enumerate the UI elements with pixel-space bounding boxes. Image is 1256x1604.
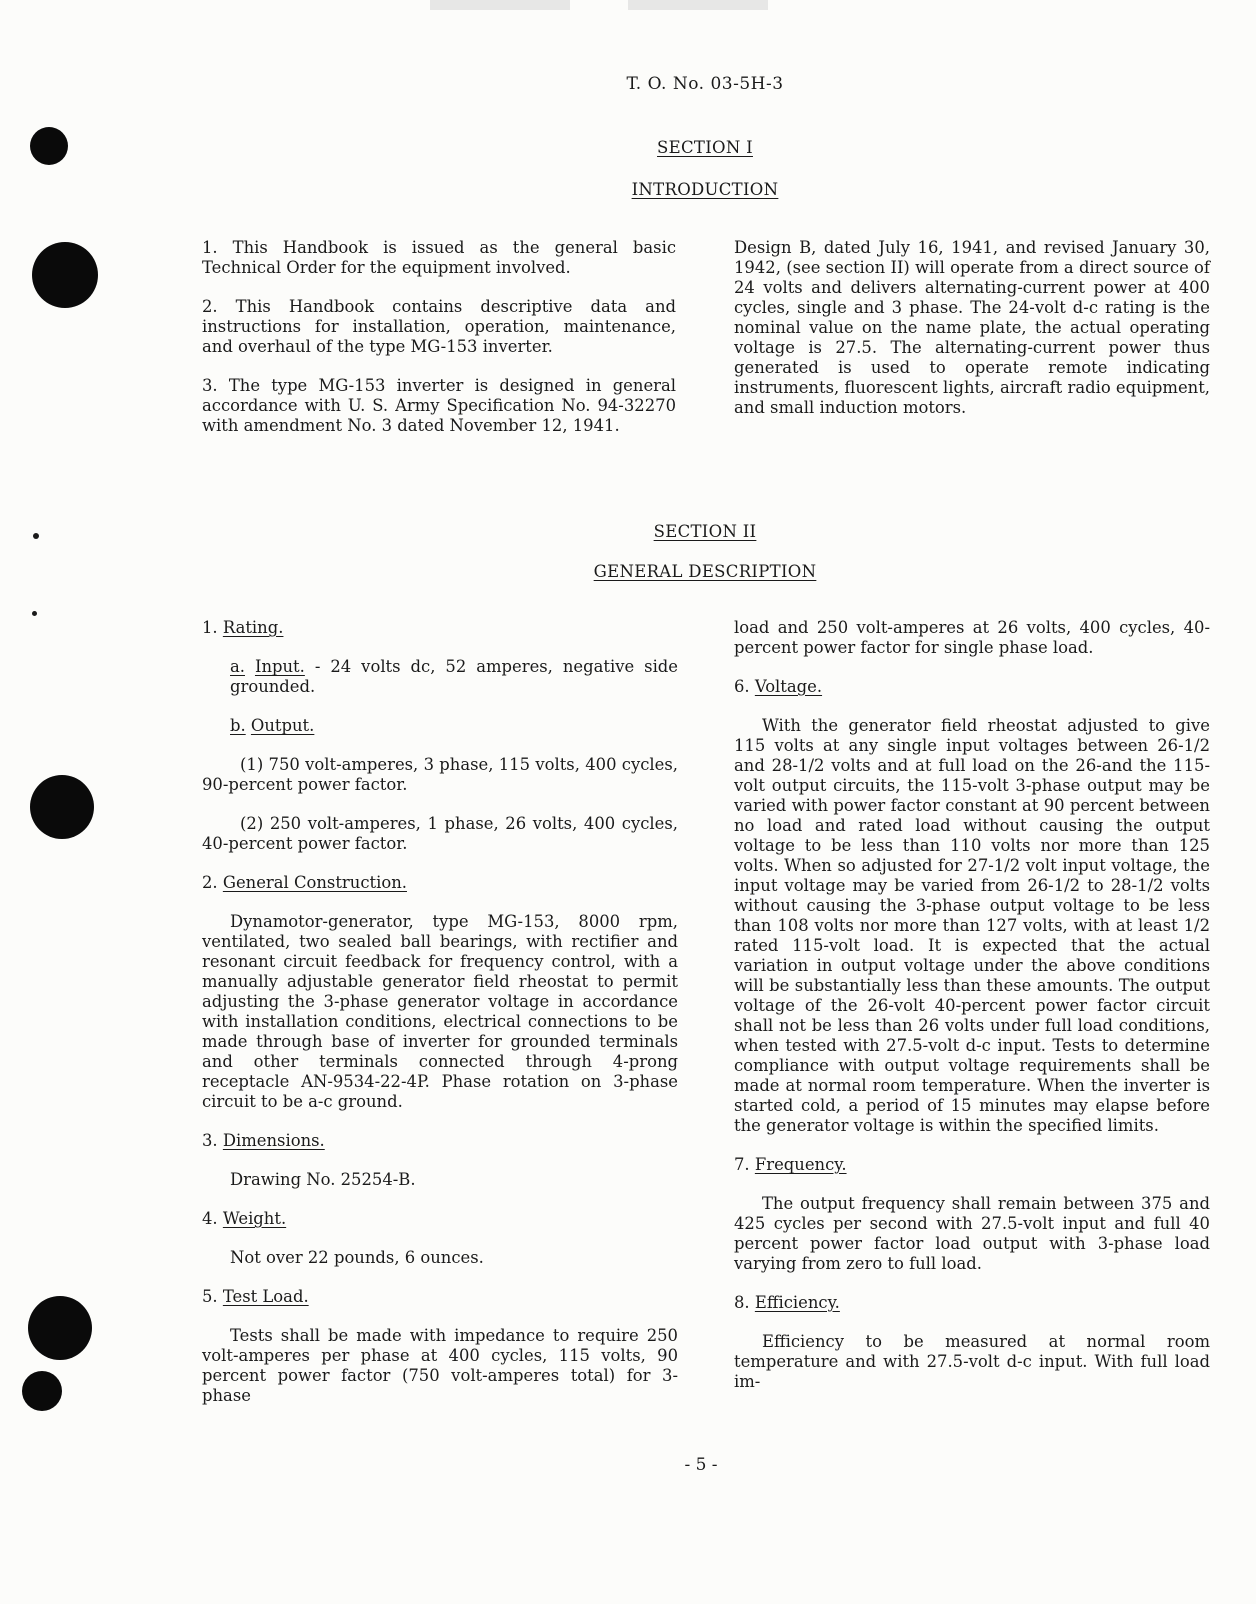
weight-text: Not over 22 pounds, 6 ounces.: [230, 1248, 484, 1267]
document-header: T. O. No. 03-5H-3: [626, 74, 784, 94]
test-load-text: Tests shall be made with impedance to require 250 volt-amperes per phase at 400 cycles, 115 volts, 90 percent power factor (750 volt-amperes total) for 3-phase: [202, 1326, 678, 1405]
test-load-continued: load and 250 volt-amperes at 26 volts, 400 cycles, 40-percent power factor for single phase load.: [734, 618, 1210, 657]
scan-artifact: [628, 0, 768, 10]
voltage-heading: 6. Voltage.: [734, 677, 823, 696]
paragraph: 2. This Handbook contains descriptive data and instructions for installation, operation, maintenance, and overhaul of the type MG-153 inverter.: [202, 297, 676, 356]
rating-input: a. Input. - 24 volts dc, 52 amperes, negative side grounded.: [230, 657, 678, 696]
scan-artifact: [430, 0, 570, 10]
binder-hole: [28, 1296, 92, 1360]
description-left-column: [202, 618, 678, 1425]
efficiency-heading: 8. Efficiency.: [734, 1293, 840, 1312]
paragraph: Design B, dated July 16, 1941, and revised January 30, 1942, (see section II) will operate from a direct source of 24 volts and delivers alternating-current power at 400 cycles, single and 3 phase. The 24-volt d-c rating is the nominal value on the name plate, the actual operating voltage is 27.5. The alternating-current power thus generated is used to operate remote indicating instruments, fluorescent lights, aircraft radio equipment, and small induction motors.: [734, 238, 1210, 417]
section-title: SECTION II: [653, 522, 757, 541]
frequency-text: The output frequency shall remain between 375 and 425 cycles per second with 27.5-volt input and full 40 percent power factor load output with 3-phase load varying from zero to full load.: [734, 1194, 1210, 1273]
construction-text: Dynamotor-generator, type MG-153, 8000 rpm, ventilated, two sealed ball bearings, with rectifier and resonant circuit feedback for frequency control, with a manually adjustable generator field rheostat to permit adjusting the 3-phase generator voltage in accordance with installation conditions, electrical connections to be made through base of inverter for grounded terminals and other terminals connected through 4-prong receptacle AN-9534-22-4P. Phase rotation on 3-phase circuit to be a-c ground.: [202, 912, 678, 1111]
rating-output-item: (1) 750 volt-amperes, 3 phase, 115 volts, 400 cycles, 90-percent power factor.: [202, 755, 678, 794]
description-right-column: [734, 618, 1210, 1411]
construction-heading: 2. General Construction.: [202, 873, 407, 892]
binder-hole: [32, 242, 98, 308]
section-title: SECTION I: [657, 138, 753, 157]
page-number: - 5 -: [684, 1455, 718, 1475]
intro-left-column: [202, 238, 676, 455]
efficiency-text: Efficiency to be measured at normal room temperature and with 27.5-volt d-c input. With full load im-: [734, 1332, 1210, 1391]
dimensions-heading: 3. Dimensions.: [202, 1131, 325, 1150]
section-subtitle: INTRODUCTION: [631, 180, 779, 199]
intro-right-column: [734, 238, 1210, 437]
rating-heading: 1. Rating.: [202, 618, 284, 637]
test-load-heading: 5. Test Load.: [202, 1287, 309, 1306]
rating-output-item: (2) 250 volt-amperes, 1 phase, 26 volts, 400 cycles, 40-percent power factor.: [202, 814, 678, 853]
paragraph: 3. The type MG-153 inverter is designed in general accordance with U. S. Army Specification No. 94-32270 with amendment No. 3 dated November 12, 1941.: [202, 376, 676, 435]
voltage-text: With the generator field rheostat adjusted to give 115 volts at any single input voltages between 26-1/2 and 28-1/2 volts and at full load on the 26-and the 115-volt output circuits, the 115-volt 3-phase output may be varied with power factor constant at 90 percent between no load and rated load without causing the output voltage to be less than 110 volts nor more than 125 volts. When so adjusted for 27-1/2 volt input voltage, the input voltage may be varied from 26-1/2 to 28-1/2 volts without causing the 3-phase output voltage to be less than 108 volts nor more than 127 volts, with at least 1/2 rated 115-volt load. It is expected that the actual variation in output voltage under the above conditions will be substantially less than these amounts. The output voltage of the 26-volt 40-percent power factor circuit shall not be less than 26 volts under full load conditions, when tested with 27.5-volt d-c input. Tests to determine compliance with output voltage requirements shall be made at normal room temperature. When the inverter is started cold, a period of 15 minutes may elapse before the generator voltage is within the specified limits.: [734, 716, 1210, 1135]
paragraph: 1. This Handbook is issued as the general basic Technical Order for the equipment involved.: [202, 238, 676, 277]
dimensions-text: Drawing No. 25254-B.: [230, 1170, 416, 1189]
rating-output-heading: b. Output.: [230, 716, 315, 735]
section-subtitle: GENERAL DESCRIPTION: [593, 562, 817, 581]
binder-hole: [22, 1371, 62, 1411]
scan-speck: [32, 611, 37, 616]
binder-hole: [30, 775, 94, 839]
weight-heading: 4. Weight.: [202, 1209, 287, 1228]
frequency-heading: 7. Frequency.: [734, 1155, 847, 1174]
